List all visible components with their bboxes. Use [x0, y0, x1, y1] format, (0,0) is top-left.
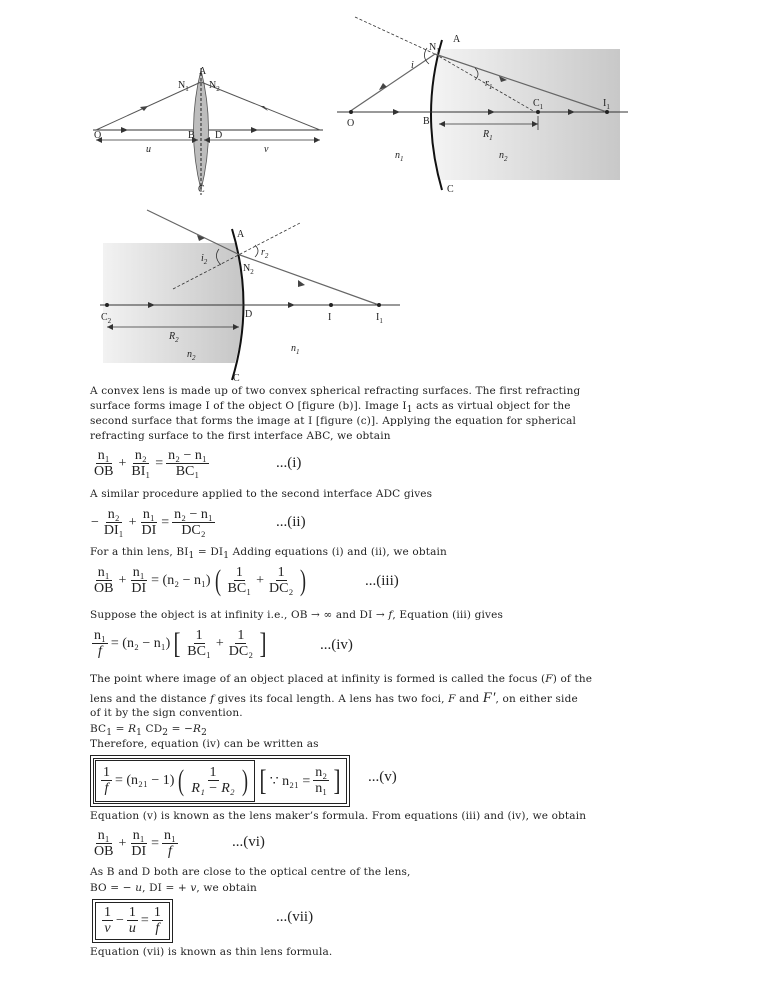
paragraph-line: As B and D both are close to the optical centre of the lens,: [90, 866, 411, 878]
fig-b-label-N1: $N_1$: [429, 42, 440, 55]
equation-tag: ...(vii): [276, 909, 314, 925]
fig-c-label-i2: $i_2$: [201, 253, 208, 266]
fig-b-label-r1: $r_1$: [485, 78, 493, 91]
fig-b-label-A: A: [453, 34, 461, 45]
paragraph-line: surface forms image I of the object O [figure (b)]. Image $I_1$ acts as virtual object for the: [90, 400, 571, 416]
fig-a-label-u: u: [146, 144, 151, 155]
fig-c-label-I1: $I_1$: [376, 312, 383, 325]
paragraph-line: refracting surface to the first interface ABC, we obtain: [90, 430, 391, 442]
figure-c-second-surface: [95, 205, 405, 385]
paragraph-line: For a thin lens, $BI_1 = DI_1$ Adding equations (i) and (ii), we obtain: [90, 546, 447, 562]
fig-a-label-C: C: [198, 184, 205, 195]
fig-b-label-n1: $n_1$: [395, 150, 404, 163]
paragraph-line: Suppose the object is at infinity i.e., OB → ∞ and DI → f, Equation (iii) gives: [90, 609, 504, 621]
paragraph-line: Equation (vii) is known as thin lens formula.: [90, 946, 333, 958]
paragraph-line: A similar procedure applied to the second interface ADC gives: [90, 488, 433, 500]
paragraph-line: The point where image of an object placed at infinity is formed is called the focus (F) of the: [90, 673, 593, 685]
equation-iv: $\frac{\text{n₁}}{f}$ = (n₂ − n₁) [ $\frac{1}{\text{BC₁}}$ + $\frac{1}{\text{DC₂}}$ ]: [94, 627, 267, 660]
equation-vii: $\frac{1}{v}$ − $\frac{1}{u}$ = $\frac{1}{f}$: [92, 899, 173, 943]
equation-vi: $\frac{\text{n₁}}{OB}$ + $\frac{\text{n₁}}{DI}$ = $\frac{\text{n₁}}{f}$: [94, 828, 176, 859]
fig-a-label-N2: $N_2$: [209, 80, 220, 93]
fig-c-label-n2: $n_2$: [187, 349, 196, 362]
fig-b-label-n2: $n_2$: [499, 150, 508, 163]
fig-c-label-N2: $N_2$: [243, 263, 254, 276]
fig-c-label-n1: $n_1$: [291, 343, 300, 356]
fig-c-label-I: I: [328, 312, 332, 323]
equation-i: $\frac{\text{n₁}}{OB}$ + $\frac{\text{n₂}}{\text{BI₁}}$ = $\frac{\text{n₂ − n₁}}{\text{BC₁}}$: [94, 448, 207, 479]
paragraph-line: A convex lens is made up of two convex spherical refracting surfaces. The first refracting: [90, 385, 581, 397]
equation-tag: ...(i): [276, 455, 302, 471]
fig-a-label-N1: $N_1$: [178, 80, 189, 93]
paragraph-line: second surface that forms the image at I [figure (c)]. Applying the equation for spherical: [90, 415, 577, 427]
fig-a-label-A: A: [199, 66, 207, 77]
fig-c-label-C: C: [233, 373, 240, 384]
fig-b-label-C: C: [447, 184, 454, 195]
paragraph-line: Therefore, equation (iv) can be written as: [90, 738, 319, 750]
fig-c-label-r2: $r_2$: [261, 247, 269, 260]
equation-tag: ...(iv): [320, 637, 353, 653]
equation-tag: ...(v): [368, 769, 397, 785]
paragraph-line: $BC_1 = R_1$ $CD_2 = -R_2$: [90, 723, 207, 739]
fig-a-label-v: v: [264, 144, 269, 155]
fig-b-label-B: B: [423, 116, 430, 127]
fig-b-label-O: O: [347, 118, 355, 129]
paragraph-line: BO = − u, DI = + v, we obtain: [90, 882, 257, 894]
equation-tag: ...(vi): [232, 834, 265, 850]
fig-b-label-R1: $R_1$: [483, 129, 493, 142]
fig-a-label-D: D: [215, 130, 223, 141]
equation-v: $\frac{1}{f}$ = (n₂₁ − 1) ( $\frac{1}{\text{R₁ − R₂}}$ ) [ ∵ n₂₁ = $\frac{\text{n₂}}{\text{n₁}}$ ]: [90, 755, 350, 807]
fig-a-label-O: O: [94, 130, 102, 141]
paragraph-line: Equation (v) is known as the lens maker’s formula. From equations (iii) and (iv), we obtain: [90, 810, 587, 822]
fig-c-label-C2: $C_2$: [101, 312, 112, 325]
fig-c-label-R2: $R_2$: [169, 331, 179, 344]
equation-ii: − $\frac{\text{n₂}}{\text{DI₁}}$ + $\frac{\text{n₁}}{DI}$ = $\frac{\text{n₂ − n₁}}{\text{DC₂}}$: [91, 507, 213, 538]
fig-c-label-A: A: [237, 229, 245, 240]
fig-c-label-D: D: [245, 309, 253, 320]
figure-a-lens-diagram: [88, 60, 338, 200]
fig-b-label-i: i: [411, 60, 414, 71]
equation-tag: ...(iii): [365, 573, 399, 589]
fig-b-label-C1: $C_1$: [533, 98, 544, 111]
fig-a-label-B: B: [188, 130, 195, 141]
equation-iii: $\frac{\text{n₁}}{OB}$ + $\frac{\text{n₁}}{DI}$ = (n₂ − n₁) ( $\frac{1}{\text{BC₁}}$ + $\frac{1}{\text{DC₂}}$ ): [94, 564, 307, 597]
paragraph-line: of it by the sign convention.: [90, 707, 243, 719]
figure-b-first-surface: [335, 12, 635, 197]
paragraph-line: lens and the distance f gives its focal length. A lens has two foci, F and F′, on either side: [90, 690, 578, 706]
equation-tag: ...(ii): [276, 514, 306, 530]
fig-b-label-I1: $I_1$: [603, 98, 610, 111]
